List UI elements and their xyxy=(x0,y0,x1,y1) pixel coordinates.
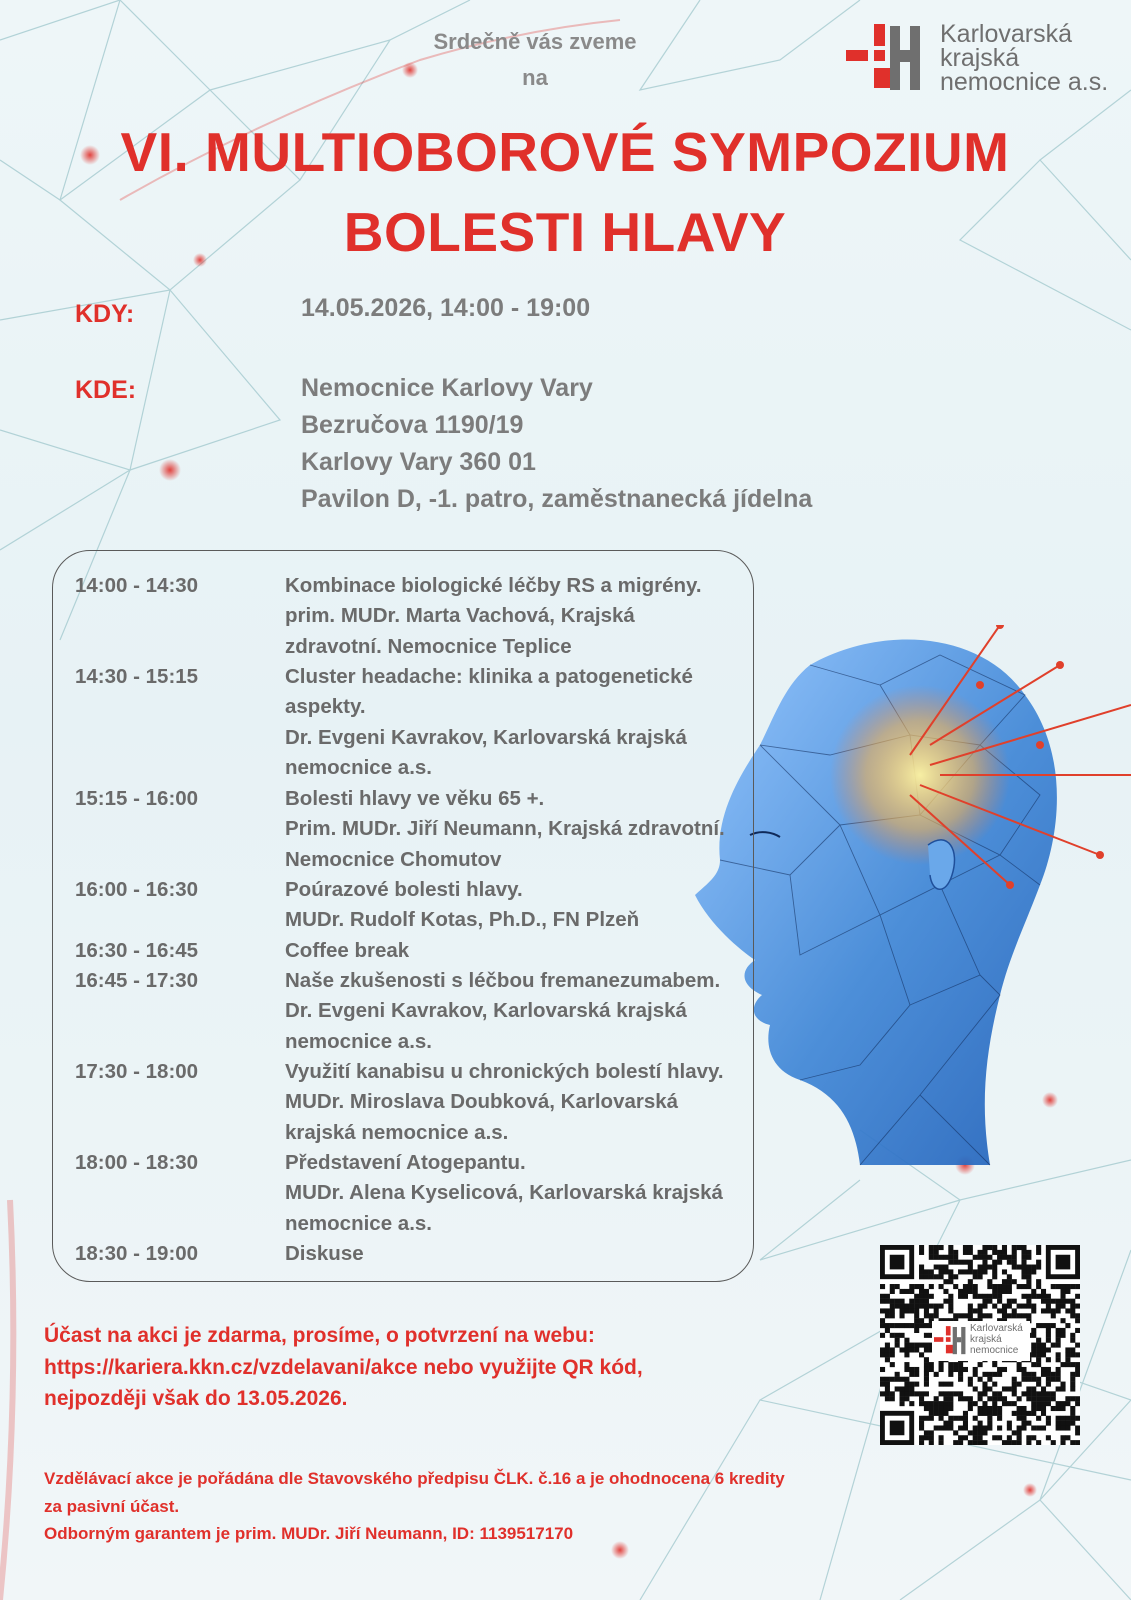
when-label: KDY: xyxy=(75,300,135,328)
program-line: MUDr. Alena Kyselicová, Karlovarská krajská xyxy=(285,1181,723,1205)
program-line: Dr. Evgeni Kavrakov, Karlovarská krajská xyxy=(285,725,687,749)
logo-text xyxy=(940,22,1108,94)
qr-logo-line-3: nemocnice xyxy=(970,1345,1019,1356)
program-time: 16:45 - 17:30 xyxy=(75,969,199,992)
invitation-text xyxy=(380,24,690,96)
program-line: Nemocnice Chomutov xyxy=(285,847,502,871)
program-line: zdravotní. Nemocnice Teplice xyxy=(285,634,572,658)
registration-deadline: nejpozději však do 13.05.2026. xyxy=(44,1387,348,1410)
program-line: Naše zkušenosti s léčbou fremanezumabem. xyxy=(285,969,721,992)
address-line: Pavilon D, -1. patro, zaměstnanecká jídelna xyxy=(301,485,813,513)
program-line: Využití kanabisu u chronických bolestí hlavy. xyxy=(285,1060,724,1083)
where-address xyxy=(301,370,812,518)
program-time: 15:15 - 16:00 xyxy=(75,787,199,810)
program-time: 16:00 - 16:30 xyxy=(75,878,199,901)
address-line: Nemocnice Karlovy Vary xyxy=(301,374,593,402)
program-time: 18:30 - 19:00 xyxy=(75,1242,199,1265)
invitation-line-1: Srdečně vás zveme xyxy=(433,29,637,54)
program-description xyxy=(285,1057,755,1148)
program-time: 16:30 - 16:45 xyxy=(75,939,199,962)
qr-logo-line-1: Karlovarská xyxy=(970,1323,1023,1334)
program-line: Poúrazové bolesti hlavy. xyxy=(285,878,523,901)
title-line-1: VI. MULTIOBOROVÉ SYMPOZIUM xyxy=(120,121,1010,183)
program-line: Dr. Evgeni Kavrakov, Karlovarská krajská xyxy=(285,999,687,1023)
program-time: 14:00 - 14:30 xyxy=(75,574,199,597)
address-line: Bezručova 1190/19 xyxy=(301,411,524,439)
program-line: Diskuse xyxy=(285,1242,364,1265)
program-line: nemocnice a.s. xyxy=(285,756,432,780)
hospital-cross-icon xyxy=(934,1324,968,1358)
hospital-cross-icon xyxy=(846,24,926,94)
program-time: 18:00 - 18:30 xyxy=(75,1151,199,1174)
program-line: Coffee break xyxy=(285,939,410,962)
logo-line-3: nemocnice a.s. xyxy=(940,68,1109,96)
hospital-logo xyxy=(846,22,1116,102)
address-line: Karlovy Vary 360 01 xyxy=(301,448,536,476)
registration-line-1: Účast na akci je zdarma, prosíme, o potvrzení na webu: xyxy=(44,1324,595,1347)
program-description xyxy=(285,1148,755,1239)
program-time: 14:30 - 15:15 xyxy=(75,665,199,688)
program-line: Představení Atogepantu. xyxy=(285,1151,526,1174)
registration-note xyxy=(44,1320,744,1415)
when-value: 14.05.2026, 14:00 - 19:00 xyxy=(301,294,591,322)
title-line-2: BOLESTI HLAVY xyxy=(343,201,787,263)
program-line: MUDr. Miroslava Doubková, Karlovarská xyxy=(285,1090,679,1114)
qr-logo-line-2: krajská xyxy=(970,1334,1002,1345)
program-line: nemocnice a.s. xyxy=(285,1029,432,1053)
program-line: Kombinace biologické léčby RS a migrény. xyxy=(285,574,702,597)
program-description xyxy=(285,966,755,1057)
qr-logo-text xyxy=(970,1323,1023,1356)
program-description xyxy=(285,571,755,662)
program-description xyxy=(285,662,755,784)
program-line: aspekty. xyxy=(285,695,366,719)
page-title xyxy=(40,112,1090,272)
program-line: krajská nemocnice a.s. xyxy=(285,1120,509,1144)
qr-logo xyxy=(932,1321,1030,1361)
logo-line-1: Karlovarská xyxy=(940,20,1072,48)
qr-code[interactable] xyxy=(880,1245,1080,1445)
program-line: nemocnice a.s. xyxy=(285,1211,432,1235)
program-description xyxy=(285,875,755,936)
program-description xyxy=(285,1239,755,1269)
logo-line-2: krajská xyxy=(940,44,1020,72)
program-description xyxy=(285,784,755,875)
program-line: Cluster headache: klinika a patogenetické xyxy=(285,665,693,688)
footer-line-1: Vzdělávací akce je pořádána dle Stavovského předpisu ČLK. č.16 a je ohodnocena 6 kredity xyxy=(44,1469,785,1488)
program-schedule xyxy=(52,550,754,1282)
program-line: MUDr. Rudolf Kotas, Ph.D., FN Plzeň xyxy=(285,908,640,932)
footer-line-3: Odborným garantem je prim. MUDr. Jiří Neumann, ID: 1139517170 xyxy=(44,1524,574,1543)
footer-line-2: za pasivní účast. xyxy=(44,1496,180,1516)
footer-note xyxy=(44,1465,864,1548)
registration-link[interactable]: https://kariera.kkn.cz/vzdelavani/akce nebo využijte QR kód, xyxy=(44,1355,643,1379)
program-line: Bolesti hlavy ve věku 65 +. xyxy=(285,787,545,810)
program-line: Prim. MUDr. Jiří Neumann, Krajská zdravotní. xyxy=(285,817,725,841)
invitation-line-2: na xyxy=(522,65,548,90)
where-label: KDE: xyxy=(75,376,137,404)
program-line: prim. MUDr. Marta Vachová, Krajská xyxy=(285,604,635,628)
program-time: 17:30 - 18:00 xyxy=(75,1060,199,1083)
program-description xyxy=(285,936,755,966)
